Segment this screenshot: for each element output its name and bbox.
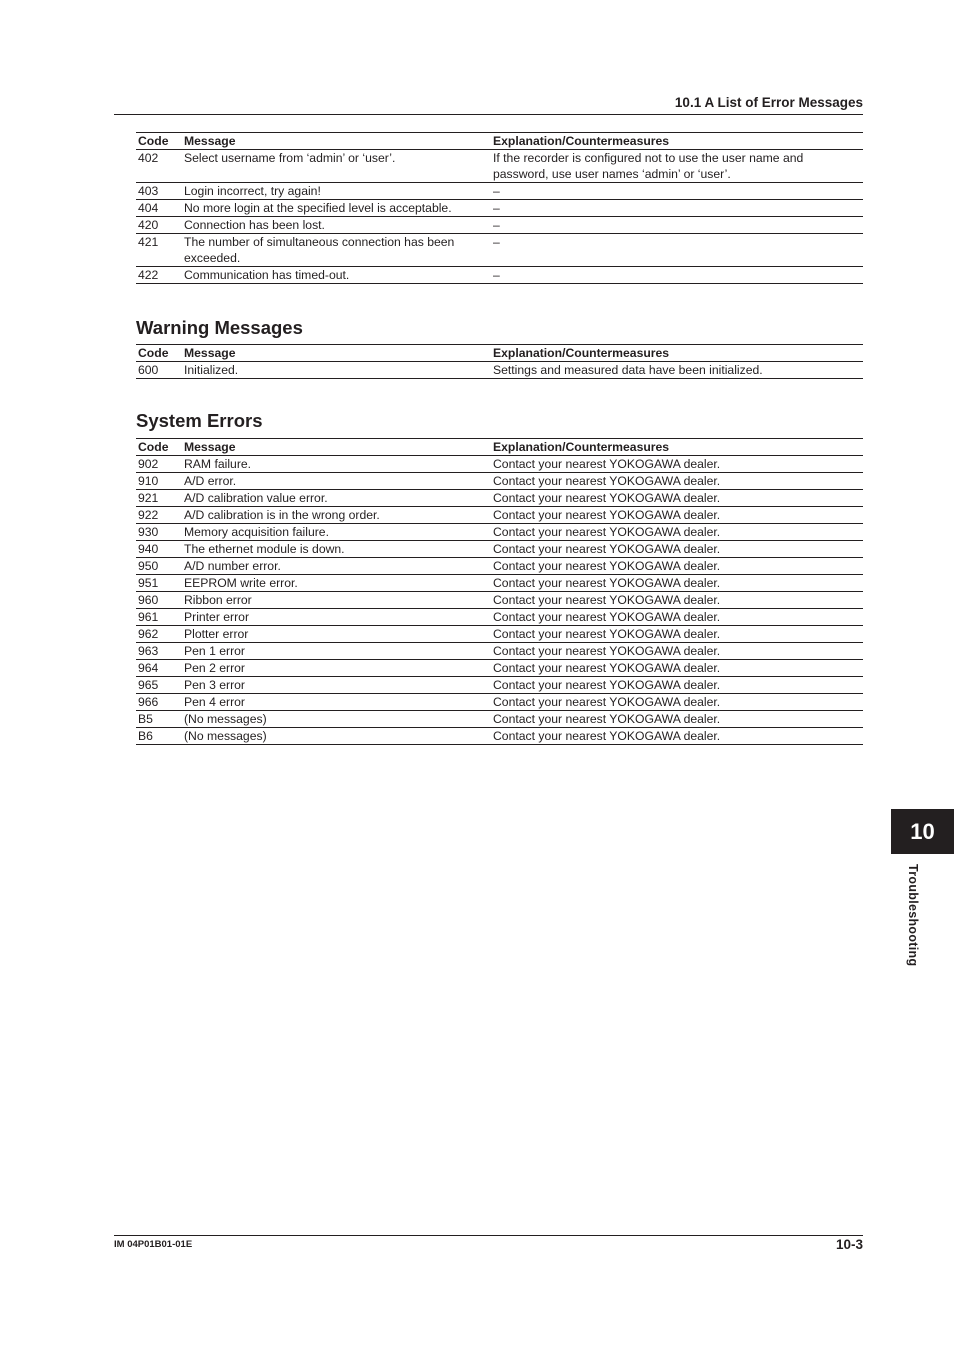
cell-message: Pen 3 error: [182, 677, 491, 694]
cell-code: 950: [136, 558, 182, 575]
cell-code: 922: [136, 507, 182, 524]
cell-explanation: Contact your nearest YOKOGAWA dealer.: [491, 558, 863, 575]
cell-explanation: Contact your nearest YOKOGAWA dealer.: [491, 524, 863, 541]
column-header-code: Code: [136, 439, 182, 456]
table-row: [136, 541, 863, 558]
column-header-explanation: Explanation/Countermeasures: [491, 133, 863, 150]
cell-message: Printer error: [182, 609, 491, 626]
chapter-number: 10: [910, 818, 935, 844]
table-row: [136, 362, 863, 379]
column-header-message: Message: [182, 439, 491, 456]
cell-message: EEPROM write error.: [182, 575, 491, 592]
column-header-explanation: Explanation/Countermeasures: [491, 439, 863, 456]
cell-message: Pen 4 error: [182, 694, 491, 711]
cell-code: 404: [136, 200, 182, 217]
cell-code: 963: [136, 643, 182, 660]
cell-message: (No messages): [182, 711, 491, 728]
cell-message: The number of simultaneous connection has been exceeded.: [182, 234, 491, 267]
cell-code: B5: [136, 711, 182, 728]
cell-code: 960: [136, 592, 182, 609]
table-row: [136, 660, 863, 677]
cell-explanation: Contact your nearest YOKOGAWA dealer.: [491, 507, 863, 524]
cell-message: The ethernet module is down.: [182, 541, 491, 558]
cell-explanation: –: [491, 234, 863, 267]
cell-code: 964: [136, 660, 182, 677]
cell-explanation: Contact your nearest YOKOGAWA dealer.: [491, 456, 863, 473]
login-errors-table: [136, 132, 863, 284]
cell-code: 420: [136, 217, 182, 234]
chapter-tab: [891, 809, 954, 854]
column-header-code: Code: [136, 133, 182, 150]
table-row: [136, 507, 863, 524]
column-header-message: Message: [182, 345, 491, 362]
footer-page-number: 10-3: [835, 1237, 863, 1252]
cell-explanation: –: [491, 217, 863, 234]
table-row: [136, 558, 863, 575]
cell-message: A/D number error.: [182, 558, 491, 575]
cell-explanation: Contact your nearest YOKOGAWA dealer.: [491, 592, 863, 609]
table-row: [136, 711, 863, 728]
table-row: [136, 150, 863, 183]
table-row: [136, 728, 863, 745]
cell-explanation: –: [491, 183, 863, 200]
table-row: [136, 575, 863, 592]
footer-document-id: IM 04P01B01-01E: [114, 1239, 193, 1250]
table-row: [136, 524, 863, 541]
cell-message: Connection has been lost.: [182, 217, 491, 234]
table-row: [136, 609, 863, 626]
cell-message: Memory acquisition failure.: [182, 524, 491, 541]
table-row: [136, 234, 863, 267]
cell-explanation: Contact your nearest YOKOGAWA dealer.: [491, 728, 863, 745]
cell-message: Pen 2 error: [182, 660, 491, 677]
cell-explanation: –: [491, 267, 863, 284]
cell-code: 921: [136, 490, 182, 507]
column-header-message: Message: [182, 133, 491, 150]
cell-code: 403: [136, 183, 182, 200]
cell-explanation: Contact your nearest YOKOGAWA dealer.: [491, 541, 863, 558]
system-errors-table: [136, 438, 863, 745]
cell-explanation: Contact your nearest YOKOGAWA dealer.: [491, 490, 863, 507]
table-row: [136, 677, 863, 694]
cell-code: 910: [136, 473, 182, 490]
cell-message: Select username from ‘admin’ or ‘user’.: [182, 150, 491, 183]
cell-code: B6: [136, 728, 182, 745]
system-errors-heading: System Errors: [136, 410, 263, 431]
cell-explanation: Contact your nearest YOKOGAWA dealer.: [491, 473, 863, 490]
table-row: [136, 456, 863, 473]
cell-message: Plotter error: [182, 626, 491, 643]
cell-code: 902: [136, 456, 182, 473]
cell-code: 930: [136, 524, 182, 541]
cell-explanation: Contact your nearest YOKOGAWA dealer.: [491, 626, 863, 643]
cell-message: Login incorrect, try again!: [182, 183, 491, 200]
cell-explanation: Contact your nearest YOKOGAWA dealer.: [491, 694, 863, 711]
footer-rule: [114, 1235, 863, 1236]
table-row: [136, 592, 863, 609]
chapter-label: Troubleshooting: [906, 864, 920, 967]
cell-message: Pen 1 error: [182, 643, 491, 660]
cell-explanation: Contact your nearest YOKOGAWA dealer.: [491, 643, 863, 660]
cell-explanation: Settings and measured data have been initialized.: [491, 362, 863, 379]
cell-explanation: –: [491, 200, 863, 217]
cell-explanation: If the recorder is configured not to use the user name and password, use user names ‘admin’ or ‘user’.: [491, 150, 863, 183]
cell-message: A/D calibration is in the wrong order.: [182, 507, 491, 524]
cell-message: A/D error.: [182, 473, 491, 490]
table-row: [136, 267, 863, 284]
cell-explanation: Contact your nearest YOKOGAWA dealer.: [491, 711, 863, 728]
table-header-row: [136, 133, 863, 150]
cell-code: 951: [136, 575, 182, 592]
cell-code: 962: [136, 626, 182, 643]
cell-code: 422: [136, 267, 182, 284]
cell-message: RAM failure.: [182, 456, 491, 473]
header-rule: [114, 114, 863, 115]
warning-messages-heading: Warning Messages: [136, 317, 303, 338]
table-row: [136, 217, 863, 234]
table-row: [136, 643, 863, 660]
running-header-title: 10.1 A List of Error Messages: [674, 95, 863, 110]
warning-messages-table: [136, 344, 863, 379]
table-row: [136, 490, 863, 507]
table-row: [136, 626, 863, 643]
cell-code: 421: [136, 234, 182, 267]
cell-message: (No messages): [182, 728, 491, 745]
cell-explanation: Contact your nearest YOKOGAWA dealer.: [491, 660, 863, 677]
cell-message: Communication has timed-out.: [182, 267, 491, 284]
table-header-row: [136, 439, 863, 456]
cell-message: No more login at the specified level is acceptable.: [182, 200, 491, 217]
table-row: [136, 183, 863, 200]
cell-code: 940: [136, 541, 182, 558]
table-row: [136, 473, 863, 490]
cell-message: Ribbon error: [182, 592, 491, 609]
cell-explanation: Contact your nearest YOKOGAWA dealer.: [491, 609, 863, 626]
cell-code: 961: [136, 609, 182, 626]
cell-code: 402: [136, 150, 182, 183]
cell-explanation: Contact your nearest YOKOGAWA dealer.: [491, 575, 863, 592]
table-row: [136, 694, 863, 711]
cell-code: 600: [136, 362, 182, 379]
cell-code: 966: [136, 694, 182, 711]
table-header-row: [136, 345, 863, 362]
column-header-explanation: Explanation/Countermeasures: [491, 345, 863, 362]
table-row: [136, 200, 863, 217]
cell-message: Initialized.: [182, 362, 491, 379]
cell-explanation: Contact your nearest YOKOGAWA dealer.: [491, 677, 863, 694]
cell-code: 965: [136, 677, 182, 694]
cell-message: A/D calibration value error.: [182, 490, 491, 507]
column-header-code: Code: [136, 345, 182, 362]
